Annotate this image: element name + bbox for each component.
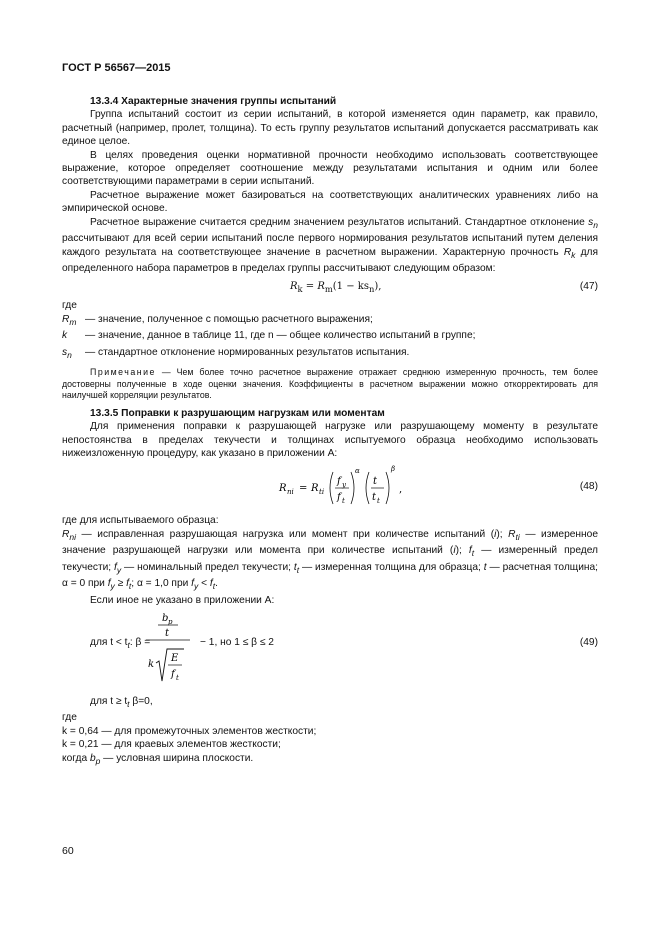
svg-text:=: = xyxy=(299,483,308,495)
section-title-13-3-4: 13.3.4 Характерные значения группы испытаний xyxy=(90,96,337,107)
svg-text:p: p xyxy=(168,618,173,627)
svg-text:t: t xyxy=(377,497,380,506)
formula-49 xyxy=(134,609,198,693)
svg-text:k: k xyxy=(148,659,155,671)
definition-row: k — значение, данное в таблице 11, где n — общее количество испытаний в группе; xyxy=(62,330,476,342)
formula-49-tail: − 1, но 1 ≤ β ≤ 2 xyxy=(200,637,274,649)
svg-text:α: α xyxy=(355,467,360,476)
svg-text:t: t xyxy=(342,497,345,506)
coefficient-line: когда $b_p$ — условная ширина плоскости. xyxy=(62,752,254,766)
equation-number: (47) xyxy=(579,281,598,293)
equation-49 xyxy=(62,609,598,693)
paragraph: Расчетное выражение считается средним значением результатов испытаний. Стандартное отклонение $s_n$ рассчитывают для всей серии испытаний после первого нормирования результатов испытаний путем деления каждого результата на соответствующее значение в расчетном выражении. Характерную прочность $R_k$ для определенного набора параметров в пределах группы рассчитывают следующим образом: xyxy=(62,216,598,274)
definition-row: $s_n$ — стандартное отклонение нормированных результатов испытания. xyxy=(62,346,410,360)
svg-text:,: , xyxy=(399,484,403,496)
page-content xyxy=(62,95,598,768)
coefficient-line: k = 0,64 — для промежуточных элементов жесткости; xyxy=(62,725,317,737)
svg-text:E: E xyxy=(171,653,179,665)
paragraph: Расчетное выражение может базироваться на соответствующих аналитических уравнениях либо на эмпирической основе. xyxy=(62,189,598,215)
svg-text:f: f xyxy=(337,492,341,504)
where-label: где xyxy=(62,300,77,312)
page-number: 60 xyxy=(62,845,74,857)
section-title-13-3-5: 13.3.5 Поправки к разрушающим нагрузкам или моментам xyxy=(90,407,385,419)
svg-text:t: t xyxy=(373,476,378,488)
svg-text:R: R xyxy=(311,483,319,495)
equation-47 xyxy=(62,276,598,298)
definition-row: $R_m$ — значение, полученное с помощью расчетного выражения; xyxy=(62,313,373,327)
svg-text:ti: ti xyxy=(319,488,325,497)
note: Примечание — Чем более точно расчетное выражение отражает среднюю измеренную прочность, тем более достоверны полученные в ходе оценки значения. Коэффициенты в расчетном выражении можно откорректировать для наилучшей корреляции результатов. xyxy=(62,367,598,401)
svg-text:ni: ni xyxy=(287,488,294,497)
equation-number: (49) xyxy=(579,637,598,649)
formula-49-condition: для $t < t_t$: β = xyxy=(90,637,151,651)
formula-47: $R_k = R_m(1 - ks_n)$, xyxy=(290,281,382,295)
svg-text:β: β xyxy=(391,465,396,474)
equation-48 xyxy=(62,464,598,512)
svg-text:R: R xyxy=(279,483,287,495)
condition-text: для $t \ge t_t$ β=0, xyxy=(90,696,153,710)
svg-text:t: t xyxy=(165,628,170,640)
coefficient-line: k = 0,21 — для краевых элементов жесткости; xyxy=(62,739,281,751)
formula-48 xyxy=(277,464,477,512)
svg-text:b: b xyxy=(162,613,169,625)
standard-header: ГОСТ Р 56567—2015 xyxy=(62,62,171,74)
condition-text: Если иное не указано в приложении А: xyxy=(90,594,275,606)
where-label: где для испытываемого образца: xyxy=(62,515,219,527)
paragraph: Для применения поправки к разрушающей нагрузке или разрушающему моменту в результате непостоянства в пределах текучести и толщинах испытуемого образца необходимо использовать нижеизложенную процедуру, как указано в приложении А: xyxy=(62,421,598,460)
svg-text:t: t xyxy=(372,492,377,504)
svg-text:f: f xyxy=(171,669,175,681)
where-label: где xyxy=(62,712,77,724)
definitions-list xyxy=(62,313,598,362)
svg-text:f: f xyxy=(337,476,341,488)
definitions-paragraph: $R_{ni}$ — исправленная разрушающая нагрузка или момент при количестве испытаний (i); $R_{ti}$ — измеренное значение разрушающей нагрузки или момента при количестве испытаний (i); $f_t$ — измеренный предел текучести; $f_y$ — номинальный предел текучести; $t_t$ — измеренная толщина для образца; t — расчетная толщина; α = 0 при $f_y \ge f_t$; α = 1,0 при $f_y < f_t$. xyxy=(62,528,599,592)
paragraph: В целях проведения оценки нормативной прочности необходимо использовать соответствующее выражение, которое определяет соотношение между результатами испытания и одним или более соответствующими параметрами в серии испытаний. xyxy=(62,149,598,188)
paragraph: Группа испытаний состоит из серии испытаний, в которой изменяется один параметр, как правило, расчетный (например, пролет, толщина). То есть группу результатов испытаний допускается рассматривать как единое целое. xyxy=(62,109,598,148)
equation-number: (48) xyxy=(579,481,598,493)
svg-text:y: y xyxy=(342,481,346,490)
svg-text:t: t xyxy=(176,674,179,683)
